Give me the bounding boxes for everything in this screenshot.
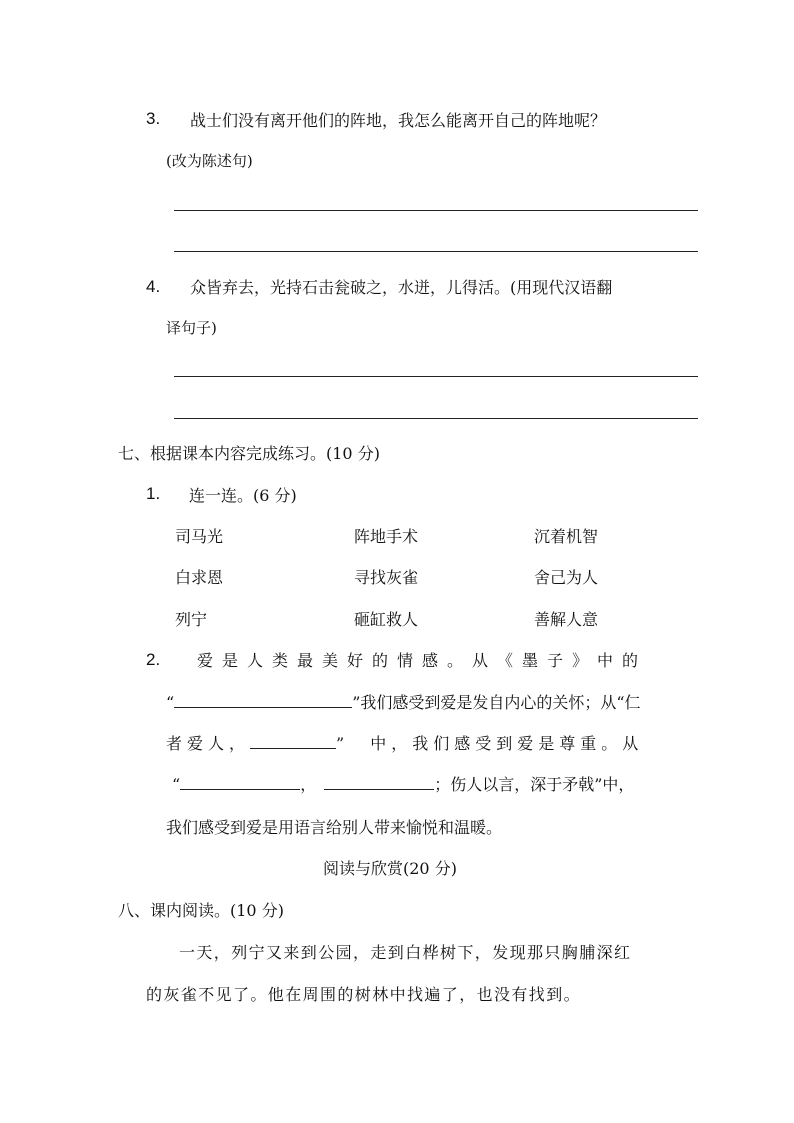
line-2-rest: ”我们感受到爱是发自内心的关怀；从“仁 [352, 693, 641, 712]
q4-answer-line-1[interactable] [174, 376, 698, 377]
blank-1[interactable] [174, 691, 352, 708]
q3-number: 3. [146, 109, 161, 128]
section7-q2-line-1: 爱是人类最美好的情感。从《墨子》中的 [197, 651, 648, 670]
q3-text: 战士们没有离开他们的阵地，我怎么能离开自己的阵地呢？ [190, 111, 607, 130]
section8-heading: 八、课内阅读。(10 分) [118, 901, 284, 920]
match-middle-item[interactable]: 寻找灰雀 [354, 568, 419, 587]
section7-q2-line-5: 我们感受到爱是用语言给别人带来愉悦和温暖。 [166, 818, 503, 837]
q4-answer-line-2[interactable] [174, 418, 698, 419]
match-right-item[interactable]: 舍己为人 [534, 568, 599, 587]
match-left-item[interactable]: 白求恩 [175, 568, 224, 587]
line-3-a: 者爱人， [166, 734, 251, 753]
q4-text-line-2: 译句子) [166, 319, 217, 337]
match-middle-item[interactable]: 砸缸救人 [354, 610, 419, 629]
section7-q2-line-4 [172, 772, 634, 795]
blank-3[interactable] [180, 773, 300, 790]
q3-instruction: (改为陈述句) [166, 152, 253, 170]
match-left-item[interactable]: 列宁 [175, 610, 208, 629]
match-right-item[interactable]: 沉着机智 [534, 527, 599, 546]
blank-2[interactable] [250, 732, 336, 749]
section7-q1-number: 1. [146, 484, 161, 503]
match-right-item[interactable]: 善解人意 [534, 610, 599, 629]
blank-4[interactable] [324, 773, 434, 790]
open-quote: “ [172, 775, 181, 794]
q4-number: 4. [146, 277, 161, 296]
comma: ， [300, 775, 317, 794]
line-3-b: ” 中，我们感受到爱是尊重。从 [336, 734, 644, 753]
section7-q1-text: 连一连。(6 分) [189, 486, 297, 505]
section7-q2-line-3 [166, 731, 643, 754]
q3-answer-line-1[interactable] [174, 210, 698, 211]
section7-q2-number: 2. [146, 650, 161, 669]
line-4-rest: 伤人以言，深于矛戟”中， [450, 775, 635, 794]
q3-answer-line-2[interactable] [174, 251, 698, 252]
section7-heading: 七、根据课本内容完成练习。(10 分) [118, 444, 380, 463]
match-left-item[interactable]: 司马光 [175, 527, 224, 546]
open-quote: “ [166, 693, 175, 712]
passage-line-2: 的灰雀不见了。他在周围的树林中找遍了，也没有找到。 [146, 985, 582, 1004]
semicolon: ； [434, 775, 451, 794]
section7-q2-line-2 [166, 690, 641, 713]
q4-text-line-1: 众皆弃去，光持石击瓮破之，水迸，儿得活。(用现代汉语翻 [190, 278, 613, 297]
match-middle-item[interactable]: 阵地手术 [354, 527, 419, 546]
reading-title: 阅读与欣赏(20 分) [323, 859, 457, 878]
passage-line-1: 一天，列宁又来到公园，走到白桦树下，发现那只胸脯深红 [179, 943, 632, 962]
